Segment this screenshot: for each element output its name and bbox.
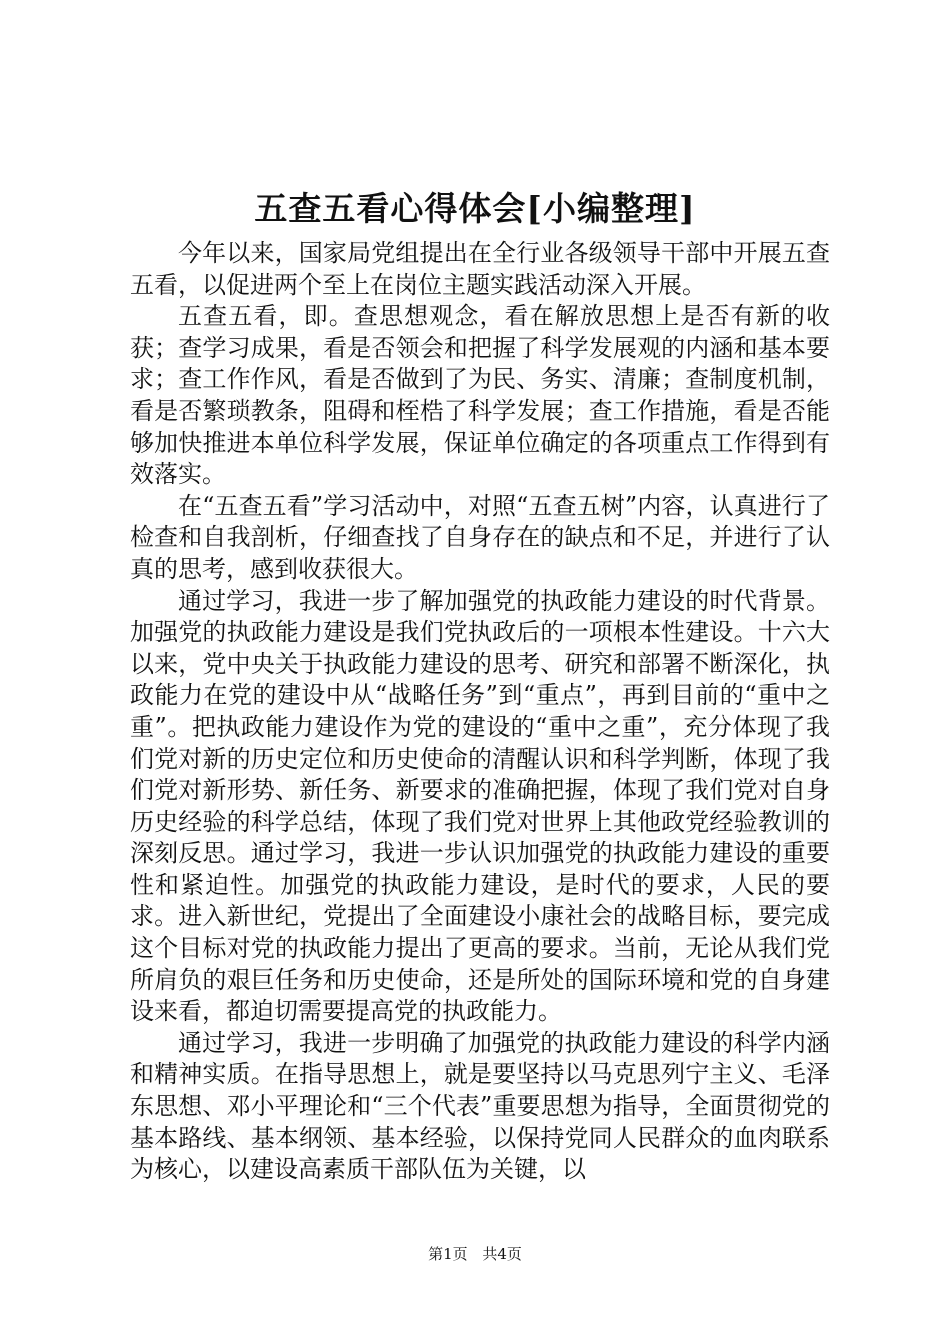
page-total: 共4页 — [482, 1245, 522, 1263]
paragraph: 通过学习，我进一步了解加强党的执政能力建设的时代背景。加强党的执政能力建设是我们党执政后的一项根本性建设。十六大以来，党中央关于执政能力建设的思考、研究和部署不断深化，执政能力在党的建设中从“战略任务”到“重点”，再到目前的“重中之重”。把执政能力建设作为党的建设的“重中之重”，充分体现了我们党对新的历史定位和历史使命的清醒认识和科学判断，体现了我们党对新形势、新任务、新要求的准确把握，体现了我们党对自身历史经验的科学总结，体现了我们党对世界上其他政党经验教训的深刻反思。通过学习，我进一步认识加强党的执政能力建设的重要性和紧迫性。加强党的执政能力建设，是时代的要求，人民的要求。进入新世纪，党提出了全面建设小康社会的战略目标，要完成这个目标对党的执政能力提出了更高的要求。当前，无论从我们党所肩负的艰巨任务和历史使命，还是所处的国际环境和党的自身建设来看，都迫切需要提高党的执政能力。 — [130, 586, 830, 1026]
document-body — [130, 238, 830, 1186]
paragraph: 五查五看，即。查思想观念，看在解放思想上是否有新的收获；查学习成果，看是否领会和把握了科学发展观的内涵和基本要求；查工作作风，看是否做到了为民、务实、清廉；查制度机制，看是否繁琐教条，阻碍和桎梏了科学发展；查工作措施，看是否能够加快推进本单位科学发展，保证单位确定的各项重点工作得到有效落实。 — [130, 302, 830, 489]
page-footer — [0, 1244, 950, 1264]
paragraph: 今年以来，国家局党组提出在全行业各级领导干部中开展五查五看，以促进两个至上在岗位主题实践活动深入开展。 — [130, 239, 830, 299]
page-number: 第1页 — [428, 1245, 468, 1263]
paragraph: 通过学习，我进一步明确了加强党的执政能力建设的科学内涵和精神实质。在指导思想上，就是要坚持以马克思列宁主义、毛泽东思想、邓小平理论和“三个代表”重要思想为指导，全面贯彻党的基本路线、基本纲领、基本经验，以保持党同人民群众的血肉联系为核心，以建设高素质干部队伍为关键，以 — [130, 1028, 830, 1184]
paragraph: 在“五查五看”学习活动中，对照“五查五树”内容，认真进行了检查和自我剖析，仔细查找了自身存在的缺点和不足，并进行了认真的思考，感到收获很大。 — [130, 491, 830, 583]
document-title: 五查五看心得体会[小编整理] — [254, 189, 696, 228]
